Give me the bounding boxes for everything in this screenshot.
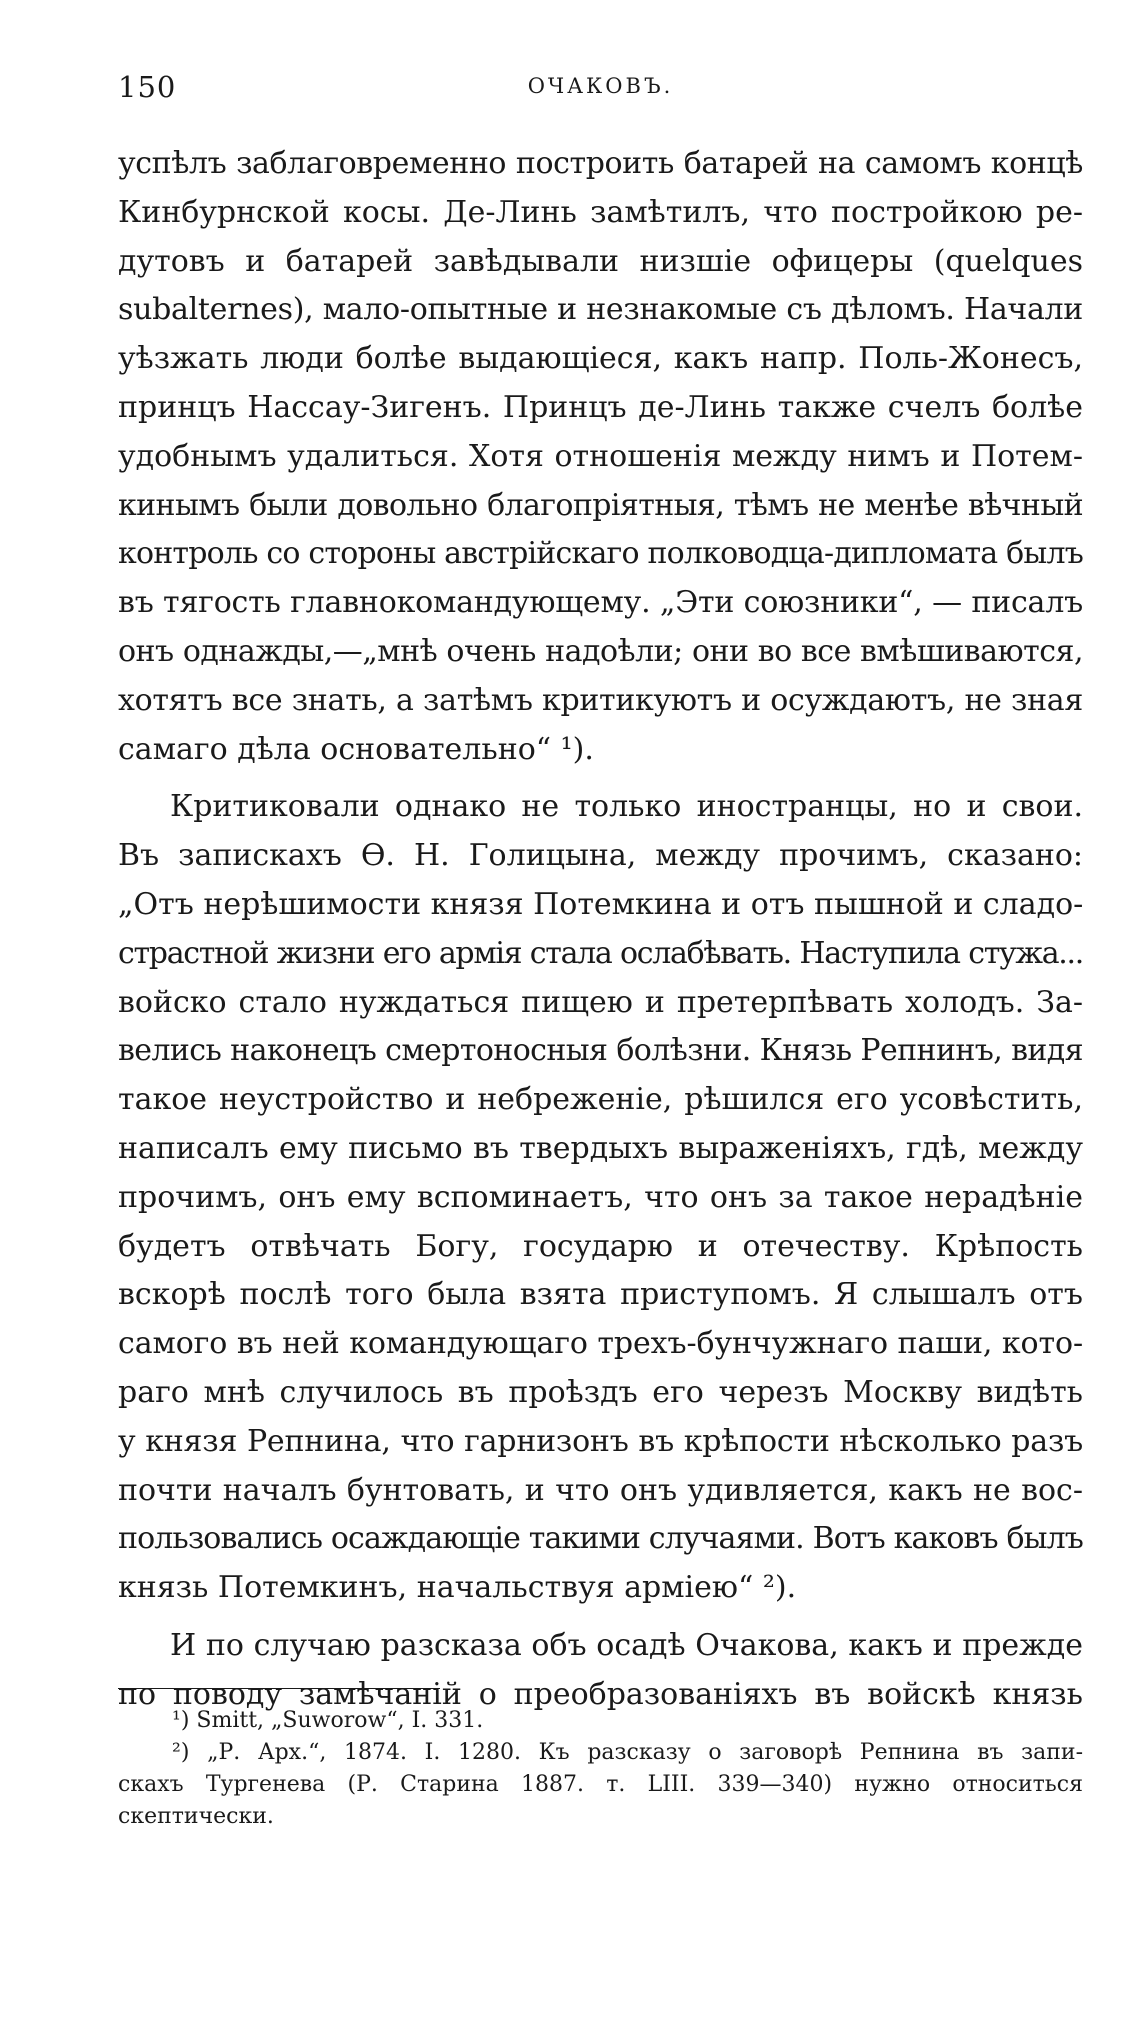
footnote-divider xyxy=(118,1688,440,1689)
text-line: контроль со стороны австрійскаго полководца-дипломата былъ xyxy=(118,536,1084,572)
text-line: И по случаю разсказа объ осадѣ Очакова, какъ и прежде xyxy=(170,1627,1083,1663)
page-header xyxy=(118,70,1083,110)
text-line: самого въ ней командующаго трехъ-бунчужнаго паши, кото- xyxy=(118,1326,1083,1362)
text-line: войско стало нуждаться пищею и претерпѣвать холодъ. За- xyxy=(118,984,1083,1020)
text-line: будетъ отвѣчать Богу, государю и отечеству. Крѣпость xyxy=(118,1228,1083,1264)
text-line: онъ однажды,—„мнѣ очень надоѣли; они во все вмѣшиваются, xyxy=(118,633,1083,669)
footnote-line: скахъ Тургенева (Р. Старина 1887. т. LIII. 339—340) нужно относиться xyxy=(118,1772,1083,1797)
page-number: 150 xyxy=(118,70,177,104)
running-head: ОЧАКОВЪ. xyxy=(527,74,674,98)
text-line: „Отъ нерѣшимости князя Потемкина и отъ пышной и сладо- xyxy=(118,886,1084,922)
body-text xyxy=(118,140,1083,1720)
text-line: почти началъ бунтовать, и что онъ удивляется, какъ не вос- xyxy=(118,1472,1083,1508)
paragraph-break xyxy=(118,774,1083,783)
text-line: Въ запискахъ Ѳ. Н. Голицына, между прочимъ, сказано: xyxy=(118,838,1083,874)
text-line: страстной жизни его армія стала ослабѣвать. Наступила стужа... xyxy=(118,935,1083,971)
text-line: написалъ ему письмо въ твердыхъ выраженіяхъ, гдѣ, между xyxy=(118,1130,1083,1166)
text-line: дутовъ и батарей завѣдывали низшіе офицеры (quelques xyxy=(118,243,1083,279)
footnote-line: ¹) Smitt, „Suworow“, I. 331. xyxy=(172,1708,484,1733)
text-line: пользовались осаждающіе такими случаями. Вотъ каковъ былъ xyxy=(118,1521,1083,1557)
text-line: въ тягость главнокомандующему. „Эти союзники“, — писалъ xyxy=(118,585,1083,621)
text-line: такое неустройство и небреженіе, рѣшился его усовѣстить, xyxy=(118,1082,1083,1118)
paragraph-break xyxy=(118,1613,1083,1622)
text-line: у князя Репнина, что гарнизонъ въ крѣпости нѣсколько разъ xyxy=(118,1423,1083,1459)
text-line: уѣзжать люди болѣе выдающіеся, какъ напр. Поль-Жонесъ, xyxy=(118,341,1083,377)
text-line: Критиковали однако не только иностранцы, но и свои. xyxy=(170,789,1083,825)
text-line: вскорѣ послѣ того была взята приступомъ. Я слышалъ отъ xyxy=(118,1277,1083,1313)
text-line: кинымъ были довольно благопріятныя, тѣмъ не менѣе вѣчный xyxy=(118,487,1083,523)
text-line: по поводу замѣчаній о преобразованіяхъ въ войскѣ князь xyxy=(118,1676,1083,1712)
text-line: Кинбурнской косы. Де-Линь замѣтилъ, что постройкою ре- xyxy=(118,194,1083,230)
footnotes xyxy=(118,1705,1083,1833)
text-line: велись наконецъ смертоносныя болѣзни. Князь Репнинъ, видя xyxy=(118,1033,1083,1069)
text-line: хотятъ все знать, а затѣмъ критикуютъ и осуждаютъ, не зная xyxy=(118,682,1083,718)
text-line: раго мнѣ случилось въ проѣздъ его черезъ Москву видѣть xyxy=(118,1374,1083,1410)
text-line: subalternes), мало-опытные и незнакомые съ дѣломъ. Начали xyxy=(118,292,1083,328)
text-line: принцъ Нассау-Зигенъ. Принцъ де-Линь также счелъ болѣе xyxy=(118,389,1083,425)
footnote-line: скептически. xyxy=(118,1804,274,1829)
text-line: прочимъ, онъ ему вспоминаетъ, что онъ за такое нерадѣніе xyxy=(118,1179,1083,1215)
footnote-line: ²) „Р. Арх.“, 1874. I. 1280. Къ разсказу о заговорѣ Репнина въ запи- xyxy=(172,1740,1083,1765)
text-line: самаго дѣла основательно“ ¹). xyxy=(118,731,594,767)
text-line: удобнымъ удалиться. Хотя отношенія между нимъ и Потем- xyxy=(118,438,1083,474)
text-line: успѣлъ заблаговременно построить батарей на самомъ концѣ xyxy=(118,146,1083,181)
text-line: князь Потемкинъ, начальствуя арміею“ ²). xyxy=(118,1570,797,1606)
